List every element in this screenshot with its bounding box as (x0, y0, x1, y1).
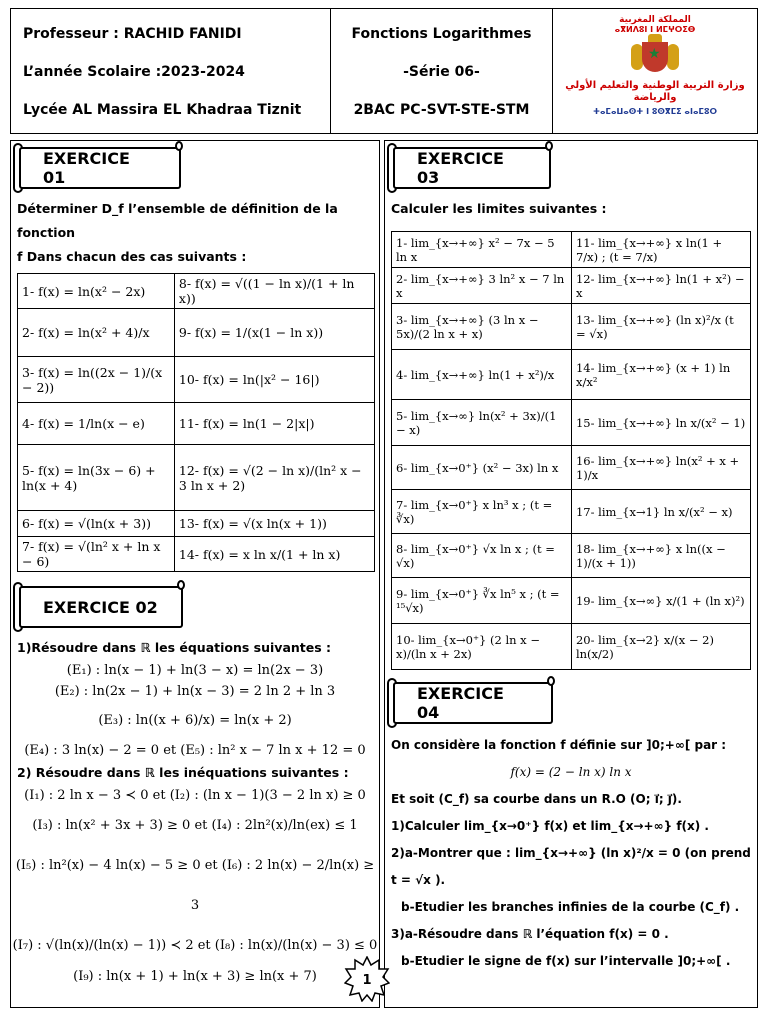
exercise-3-table (391, 231, 751, 670)
ex4-line-q2a: 2)a-Montrer que : lim_{x→+∞} (ln x)²/x = 0 (on prend t = √x ). (391, 846, 751, 887)
ex3-item: 15- lim_{x→+∞} ln x/(x² − 1) (571, 400, 750, 446)
ex4-line-q1: 1)Calculer lim_{x→0⁺} f(x) et lim_{x→+∞} f(x) . (391, 819, 709, 833)
subject-title: Fonctions Logarithmes (351, 26, 532, 42)
exercise-2-title: EXERCICE 02 (19, 586, 183, 628)
coat-of-arms-icon: ★ (628, 34, 682, 78)
exercise-3-intro: Calculer les limites suivantes : (391, 201, 607, 216)
logo-ministry-text: وزارة التربية الوطنية والتعليم الأولي والرياضة (565, 80, 745, 103)
ex1-item: 6- f(x) = √(ln(x + 3)) (18, 511, 175, 537)
equation-e2: (E₂) : ln(2x − 1) + ln(x − 3) = 2 ln 2 + ln 3 (54, 684, 336, 699)
ex1-item: 12- f(x) = √(2 − ln x)/(ln² x − 3 ln x + 2) (174, 445, 374, 511)
ex3-item: 2- lim_{x→+∞} 3 ln² x − 7 ln x (392, 268, 572, 304)
exercise-2-banner (17, 586, 379, 630)
ex1-item: 8- f(x) = √((1 − ln x)/(1 + ln x)) (174, 274, 374, 309)
logo-ministry-tifinagh: ⵜⴰⵎⴰⵡⴰⵙⵜ ⵏ ⵓⵙⴳⵎⵉ ⴰⵏⴰⵎⵓⵔ (593, 107, 717, 116)
ex3-item: 12- lim_{x→+∞} ln(1 + x²) − x (571, 268, 750, 304)
school-year: L’année Scolaire :2023-2024 (23, 64, 245, 80)
ex1-item: 13- f(x) = √(x ln(x + 1)) (174, 511, 374, 537)
exercise-3-title: EXERCICE 03 (393, 147, 551, 189)
page-number: 1 (362, 973, 372, 988)
ex3-item: 10- lim_{x→0⁺} (2 ln x − x)/(ln x + 2x) (392, 624, 572, 670)
exercise-4-banner (391, 682, 757, 726)
ex4-line-intro: On considère la fonction f définie sur ]0;+∞[ par : (391, 738, 727, 752)
header-teacher-info (11, 9, 331, 133)
ex4-line-q3a: 3)a-Résoudre dans ℝ l’équation f(x) = 0 . (391, 927, 669, 941)
exercise-2-question-2: 2) Résoudre dans ℝ les inéquations suivantes : (17, 765, 349, 780)
page-number-badge (344, 956, 390, 1002)
ex3-item: 8- lim_{x→0⁺} √x ln x ; (t = √x) (392, 534, 572, 578)
equations-list (11, 660, 379, 761)
header-subject-info (331, 9, 553, 133)
ex1-item: 4- f(x) = 1/ln(x − e) (18, 403, 175, 445)
exercise-1-banner (17, 147, 379, 191)
ex3-item: 19- lim_{x→∞} x/(1 + (ln x)²) (571, 578, 750, 624)
exercise-1-table (17, 273, 375, 572)
logo-kingdom-tifinagh: ⴰⴳⵍⴷⵓⵏ ⵏ ⵍⵎⵖⵔⵉⴱ (614, 25, 696, 34)
exercise-3-banner (391, 147, 757, 191)
inequation-i1-i2: (I₁) : 2 ln x − 3 ≺ 0 et (I₂) : (ln x − 1)(3 − 2 ln x) ≥ 0 (24, 788, 366, 803)
ex4-line-curve: Et soit (C_f) sa courbe dans un R.O (O; i⃗; j⃗). (391, 792, 682, 806)
class-level: 2BAC PC-SVT-STE-STM (353, 102, 530, 118)
exercise-2-question-1: 1)Résoudre dans ℝ les équations suivantes : (17, 640, 332, 655)
exercise-1-intro-line2: f Dans chacun des cas suivants : (17, 249, 247, 264)
inequation-i9: (I₉) : ln(x + 1) + ln(x + 3) ≥ ln(x + 7) (73, 969, 317, 984)
ex3-item: 20- lim_{x→2} x/(x − 2) ln(x/2) (571, 624, 750, 670)
ex1-item: 10- f(x) = ln(|x² − 16|) (174, 357, 374, 403)
inequations-list (11, 785, 379, 987)
exercise-4-title: EXERCICE 04 (393, 682, 553, 724)
ex3-item: 9- lim_{x→0⁺} ∛x ln⁵ x ; (t = ¹⁵√x) (392, 578, 572, 624)
ex1-item: 3- f(x) = ln((2x − 1)/(x − 2)) (18, 357, 175, 403)
ex4-line-function: f(x) = (2 − ln x) ln x (510, 765, 632, 779)
logo-kingdom-text: المملكة المغربية (619, 15, 691, 25)
equation-e4-e5: (E₄) : 3 ln(x) − 2 = 0 et (E₅) : ln² x − 7 ln x + 12 = 0 (24, 743, 366, 758)
exercise-1-title: EXERCICE 01 (19, 147, 181, 189)
exercise-1-intro-line1: Déterminer D_f l’ensemble de définition de la fonction (17, 201, 338, 240)
ex1-item: 9- f(x) = 1/(x(1 − ln x)) (174, 309, 374, 357)
ex3-item: 5- lim_{x→∞} ln(x² + 3x)/(1 − x) (392, 400, 572, 446)
ex3-item: 13- lim_{x→+∞} (ln x)²/x (t = √x) (571, 304, 750, 350)
equation-e1: (E₁) : ln(x − 1) + ln(3 − x) = ln(2x − 3) (66, 663, 324, 678)
header-box (10, 8, 758, 134)
ex4-line-q2b: b-Etudier les branches infinies de la courbe (C_f) . (401, 900, 740, 914)
ex3-item: 7- lim_{x→0⁺} x ln³ x ; (t = ∛x) (392, 490, 572, 534)
ex1-item: 5- f(x) = ln(3x − 6) + ln(x + 4) (18, 445, 175, 511)
series-number: -Série 06- (403, 64, 480, 80)
ex3-item: 18- lim_{x→+∞} x ln((x − 1)/(x + 1)) (571, 534, 750, 578)
inequation-i3-i4: (I₃) : ln(x² + 3x + 3) ≥ 0 et (I₄) : 2ln²(x)/ln(ex) ≤ 1 (32, 818, 358, 833)
inequation-i5-i6: (I₅) : ln²(x) − 4 ln(x) − 5 ≥ 0 et (I₆) : 2 ln(x) − 2/ln(x) ≥ 3 (15, 858, 375, 913)
ex1-item: 11- f(x) = ln(1 − 2|x|) (174, 403, 374, 445)
ex3-item: 17- lim_{x→1} ln x/(x² − x) (571, 490, 750, 534)
ex1-item: 7- f(x) = √(ln² x + ln x − 6) (18, 537, 175, 572)
school-name: Lycée AL Massira EL Khadraa Tiznit (23, 102, 302, 118)
ex1-item: 14- f(x) = x ln x/(1 + ln x) (174, 537, 374, 572)
ex3-item: 4- lim_{x→+∞} ln(1 + x²)/x (392, 350, 572, 400)
ex3-item: 1- lim_{x→+∞} x² − 7x − 5 ln x (392, 232, 572, 268)
ex3-item: 6- lim_{x→0⁺} (x² − 3x) ln x (392, 446, 572, 490)
ex3-item: 3- lim_{x→+∞} (3 ln x − 5x)/(2 ln x + x) (392, 304, 572, 350)
inequation-i7-i8: (I₇) : √(ln(x)/(ln(x) − 1)) ≺ 2 et (I₈) : ln(x)/(ln(x) − 3) ≤ 0 (12, 938, 378, 953)
equation-e3: (E₃) : ln((x + 6)/x) = ln(x + 2) (98, 713, 292, 728)
ex3-item: 11- lim_{x→+∞} x ln(1 + 7/x) ; (t = 7/x) (571, 232, 750, 268)
right-column (384, 140, 758, 1008)
ex1-item: 2- f(x) = ln(x² + 4)/x (18, 309, 175, 357)
ex3-item: 16- lim_{x→+∞} ln(x² + x + 1)/x (571, 446, 750, 490)
left-column (10, 140, 380, 1008)
exercise-4-body (385, 732, 757, 975)
ex3-item: 14- lim_{x→+∞} (x + 1) ln x/x² (571, 350, 750, 400)
ministry-logo (553, 9, 757, 133)
teacher-name: Professeur : RACHID FANIDI (23, 26, 242, 42)
ex4-line-q3b: b-Etudier le signe de f(x) sur l’intervalle ]0;+∞[ . (401, 954, 731, 968)
ex1-item: 1- f(x) = ln(x² − 2x) (18, 274, 175, 309)
